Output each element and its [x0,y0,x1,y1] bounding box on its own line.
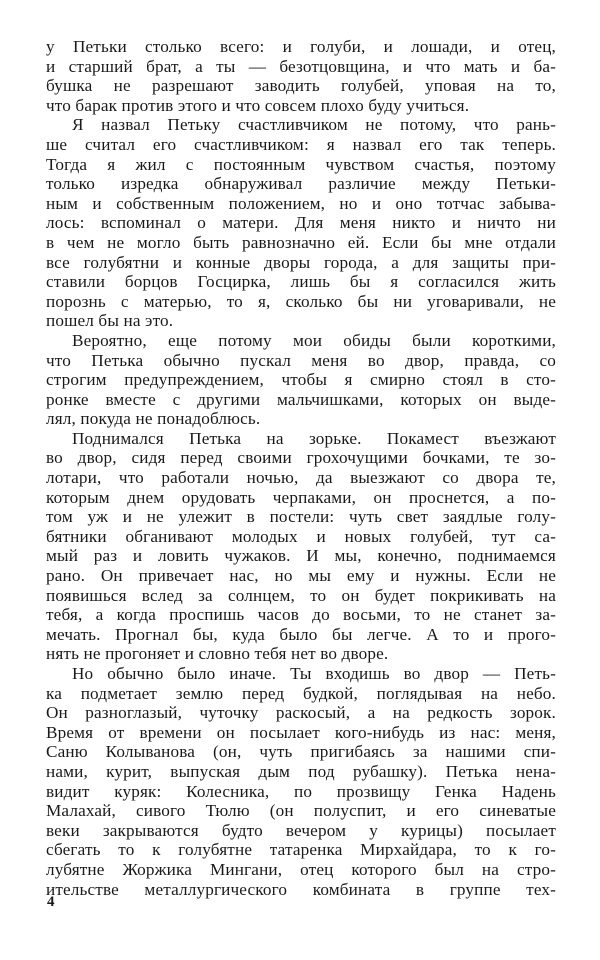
text-line: Саню Колыванова (он, чуть пригибаясь за нашими спи- [46,742,556,762]
text-line: ше считал его счастливчиком: я назвал его так теперь. [46,134,556,154]
text-line: нять не прогоняет и словно тебя нет во дворе. [46,644,389,664]
text-line: пошел бы на это. [46,311,174,331]
text-line: только изредка обнаруживал различие между Петьки- [46,174,556,194]
text-line: лубятне Жоржика Мингани, отец которого был на стро- [46,859,556,879]
text-line: тебя, а когда проспишь часов до восьми, то не станет за- [46,605,556,625]
text-line: лось: вспоминал о матери. Для меня никто и ничто ни [46,213,556,233]
text-line: ка подметает землю перед будкой, поглядывая на небо. [46,683,556,703]
page-number: 4 [47,894,55,910]
text-line: нами, курит, выпуская дым под рубашку). Петька нена- [46,761,556,781]
text-line: сбегать то к голубятне татаренка Мирхайдара, то к го- [46,840,556,860]
paragraph-4 [46,429,556,664]
paragraph-2 [46,115,556,331]
text-line: ронке вместе с другими мальчишками, которых он выде- [46,389,556,409]
text-line: лял, покуда не понадоблюсь. [46,409,261,429]
text-line: что барак против этого и что совсем плохо буду учиться. [46,95,470,115]
text-line: которым днем орудовать черпаками, он проснется, а по- [46,487,556,507]
text-line: лотари, что работали ночью, да выезжают со двора те, [46,468,556,488]
text-line: веки закрываются будто вечером у курицы) посылает [46,820,556,840]
text-line: бушка не разрешают заводить голубей, уповая на то, [46,76,556,96]
text-line: Он разноглазый, чуточку раскосый, а на редкость зорок. [46,703,556,723]
text-line: мый раз и ловить чужаков. И мы, конечно, поднимаемся [46,546,556,566]
text-line: Поднимался Петька на зорьке. Покамест въезжают [72,428,556,448]
text-line: Малахай, сивого Тюлю (он полуспит, и его синеватые [46,801,556,821]
text-line: ставили борцов Госцирка, лишь бы я согласился жить [46,272,556,292]
text-line: в чем не могло быть равнозначно ей. Если бы мне отдали [46,232,556,252]
text-line: появишься вслед за солнцем, то он будет покрикивать на [46,585,556,605]
text-line: у Петьки столько всего: и голуби, и лошади, и отец, [46,37,556,56]
text-line: бятники обганивают молодых и новых голубей, тут са- [46,526,556,546]
text-line: Вероятно, еще потому мои обиды были короткими, [72,330,556,350]
text-line: Но обычно было иначе. Ты входишь во двор — Петь- [72,664,556,683]
text-line: ным и собственным положением, но и оно тотчас забыва- [46,193,556,213]
text-line: порознь с матерью, то я, сколько бы ни уговаривали, не [46,291,556,311]
paragraph-3 [46,331,556,429]
text-line: Тогда я жил с постоянным чувством счастья, поэтому [46,154,556,174]
text-line: Время от времени он посылает кого-нибудь из нас: меня, [46,722,556,742]
text-line: во двор, сидя перед своими грохочущими бочками, те зо- [46,448,556,468]
paragraph-5 [46,664,556,899]
text-line: и старший брат, а ты — безотцовщина, и что мать и ба- [46,56,556,76]
page-body [46,37,556,899]
text-line: том уж и не улежит в постели: чуть свет заядлые голу- [46,507,556,527]
text-line: строгим предупреждением, чтобы я смирно стоял в сто- [46,370,556,390]
text-line: что Петька обычно пускал меня во двор, правда, со [46,350,556,370]
text-line: Я назвал Петьку счастливчиком не потому, что рань- [72,115,556,135]
text-line: ительстве металлургического комбината в группе тех- [46,879,556,899]
paragraph-1 [46,37,556,115]
text-line: все голубятни и конные дворы города, а для защиты при- [46,252,556,272]
text-line: мечать. Прогнал бы, куда было бы легче. А то и прого- [46,624,556,644]
text-line: рано. Он привечает нас, но мы ему и нужны. Если не [46,566,556,586]
text-line: видит куряк: Колесника, по прозвищу Генка Надень [46,781,556,801]
